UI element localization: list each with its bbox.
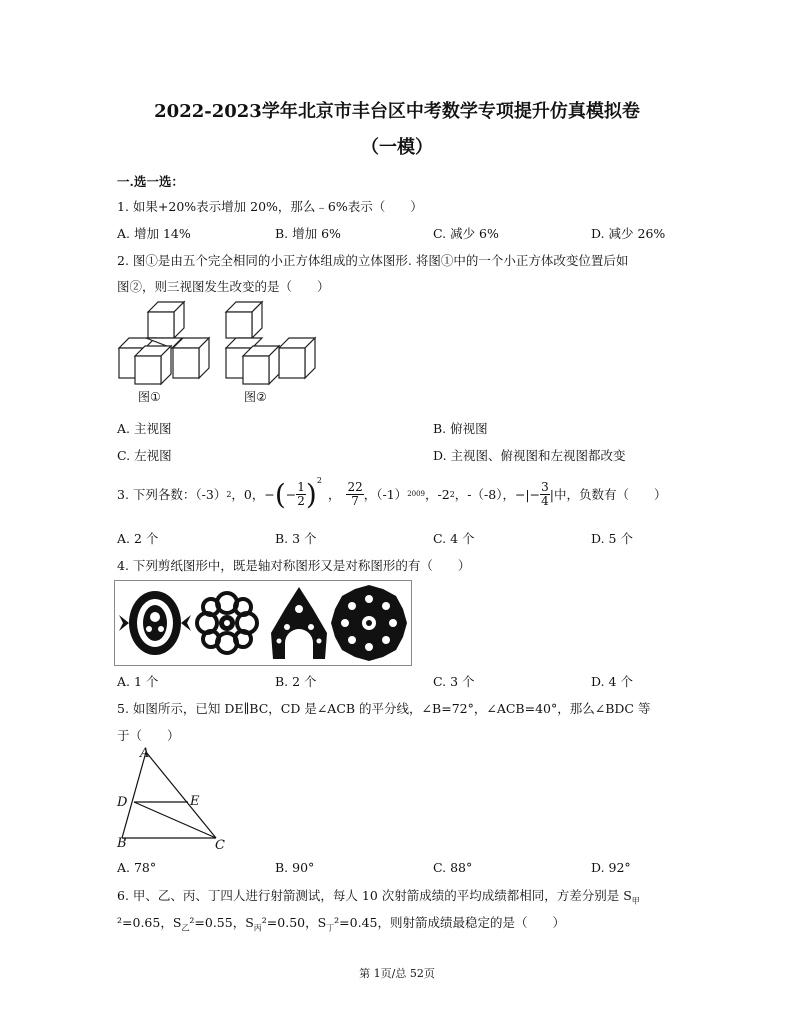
q3-mid3: ，-2: [425, 487, 450, 502]
figure-2-label: 图②: [244, 390, 267, 404]
q3-q-den: 4: [541, 493, 549, 508]
q3-half-num: 1: [297, 479, 305, 494]
q4-text: 4. 下列剪纸图形中，既是轴对称图形又是对称图形的有（ ）: [117, 558, 471, 573]
page-subtitle: （一模）: [361, 137, 433, 158]
q2-text-line2: 图②，则三视图发生改变的是（ ）: [117, 279, 330, 294]
q6-sub-ding: 丁: [326, 923, 335, 933]
q5-option-d: D. 92°: [591, 860, 631, 875]
q3-minus-inner: −: [285, 486, 297, 502]
q3-exp-2: 2: [226, 489, 232, 499]
label-point-a: A: [140, 746, 150, 761]
q1-text: 1. 如果+20%表示增加 20%，那么﹣6%表示（ ）: [117, 199, 423, 214]
label-point-d: D: [117, 795, 128, 810]
label-point-c: C: [215, 838, 225, 853]
q3-prefix: 3. 下列各数：（-3）: [117, 487, 227, 502]
q1-option-b: B. 增加 6%: [275, 226, 341, 241]
q5-text-line1: 5. 如图所示，已知 DE∥BC，CD 是∠ACB 的平分线，∠B=72°，∠ACB=40°，那么∠BDC 等: [117, 701, 651, 716]
q6-sub-bing: 丙: [253, 923, 262, 933]
q4-option-a: A. 1 个: [117, 674, 159, 689]
papercut-4: [331, 585, 407, 661]
q1-option-a: A. 增加 14%: [117, 226, 191, 241]
triangle-figure: [110, 746, 232, 854]
label-point-b: B: [117, 836, 127, 851]
q5-option-c: C. 88°: [433, 860, 473, 875]
q3-frac-num: 22: [347, 479, 363, 494]
q1-option-c: C. 减少 6%: [433, 226, 499, 241]
q6-l2d: ²=0.45，则射箭成绩最稳定的是（ ）: [334, 915, 565, 930]
section-heading: 一.选一选：: [117, 174, 184, 189]
q3-comma: ，: [327, 487, 341, 502]
q6-text-line2: [117, 913, 565, 934]
q3-paren-open: (: [274, 477, 286, 511]
q3-fraction-half: [296, 481, 306, 508]
q3-option-a: A. 2 个: [117, 531, 159, 546]
q2-option-c: C. 左视图: [117, 448, 172, 463]
q4-option-b: B. 2 个: [275, 674, 317, 689]
q6-l2b: ²=0.55，S: [189, 915, 254, 930]
page-footer: 第 1页/总 52页: [359, 967, 435, 980]
q6-l2c: ²=0.50，S: [261, 915, 327, 930]
q3-option-c: C. 4 个: [433, 531, 475, 546]
page-title: 2022-2023学年北京市丰台区中考数学专项提升仿真模拟卷: [154, 101, 640, 122]
q5-option-b: B. 90°: [275, 860, 315, 875]
q3-paren-close: ): [305, 477, 317, 511]
q2-text-line1: 2. 图①是由五个完全相同的小正方体组成的立体图形. 将图①中的一个小正方体改变位置后如: [117, 253, 629, 268]
q4-option-d: D. 4 个: [591, 674, 633, 689]
q3-suffix: |中，负数有（ ）: [549, 487, 667, 502]
papercut-2: [197, 593, 257, 653]
q3-minus: −: [264, 486, 275, 502]
q4-option-c: C. 3 个: [433, 674, 475, 689]
q3-q-num: 3: [541, 479, 549, 494]
figure-1-label: 图①: [138, 390, 161, 404]
q6-sub-yi: 乙: [181, 923, 190, 933]
q5-option-a: A. 78°: [117, 860, 157, 875]
q3-exp-2009: 2009: [407, 490, 426, 498]
q3-mid4: ，-（-8），: [454, 487, 515, 502]
papercut-3: [271, 587, 327, 659]
q5-text-line2: 于（ ）: [117, 728, 180, 743]
q3-mid1: ，0，: [231, 487, 265, 502]
label-point-e: E: [190, 794, 200, 809]
q3-fraction-22-7: [346, 481, 363, 508]
papercut-1: [119, 591, 191, 655]
q3-half-den: 2: [297, 493, 305, 508]
q3-mid2: ，（-1）: [363, 487, 408, 502]
q6-text-line1: [117, 886, 640, 907]
q6-sub-jia: 甲: [631, 896, 640, 906]
cube-figure-1: [119, 302, 209, 384]
q3-frac-den: 7: [351, 493, 359, 508]
q3-option-b: B. 3 个: [275, 531, 317, 546]
q3-abs-prefix: −|−: [514, 486, 541, 502]
q6-text1: 6. 甲、乙、丙、丁四人进行射箭测试，每人 10 次射箭成绩的平均成绩都相同，方差分别是 S: [117, 888, 632, 903]
q2-option-b: B. 俯视图: [433, 421, 488, 436]
q6-l2a: ²=0.65，S: [117, 915, 182, 930]
q2-option-a: A. 主视图: [117, 421, 172, 436]
q3-option-d: D. 5 个: [591, 531, 633, 546]
q3-text: [117, 472, 666, 516]
q3-fraction-3-4: [540, 481, 550, 508]
papercut-figures: [114, 580, 412, 666]
q3-exp-2b: 2: [316, 476, 322, 485]
q2-option-d: D. 主视图、俯视图和左视图都改变: [433, 448, 626, 463]
q1-option-d: D. 减少 26%: [591, 226, 666, 241]
cube-figure-2: [226, 302, 315, 384]
q3-exp-2c: 2: [449, 489, 455, 499]
